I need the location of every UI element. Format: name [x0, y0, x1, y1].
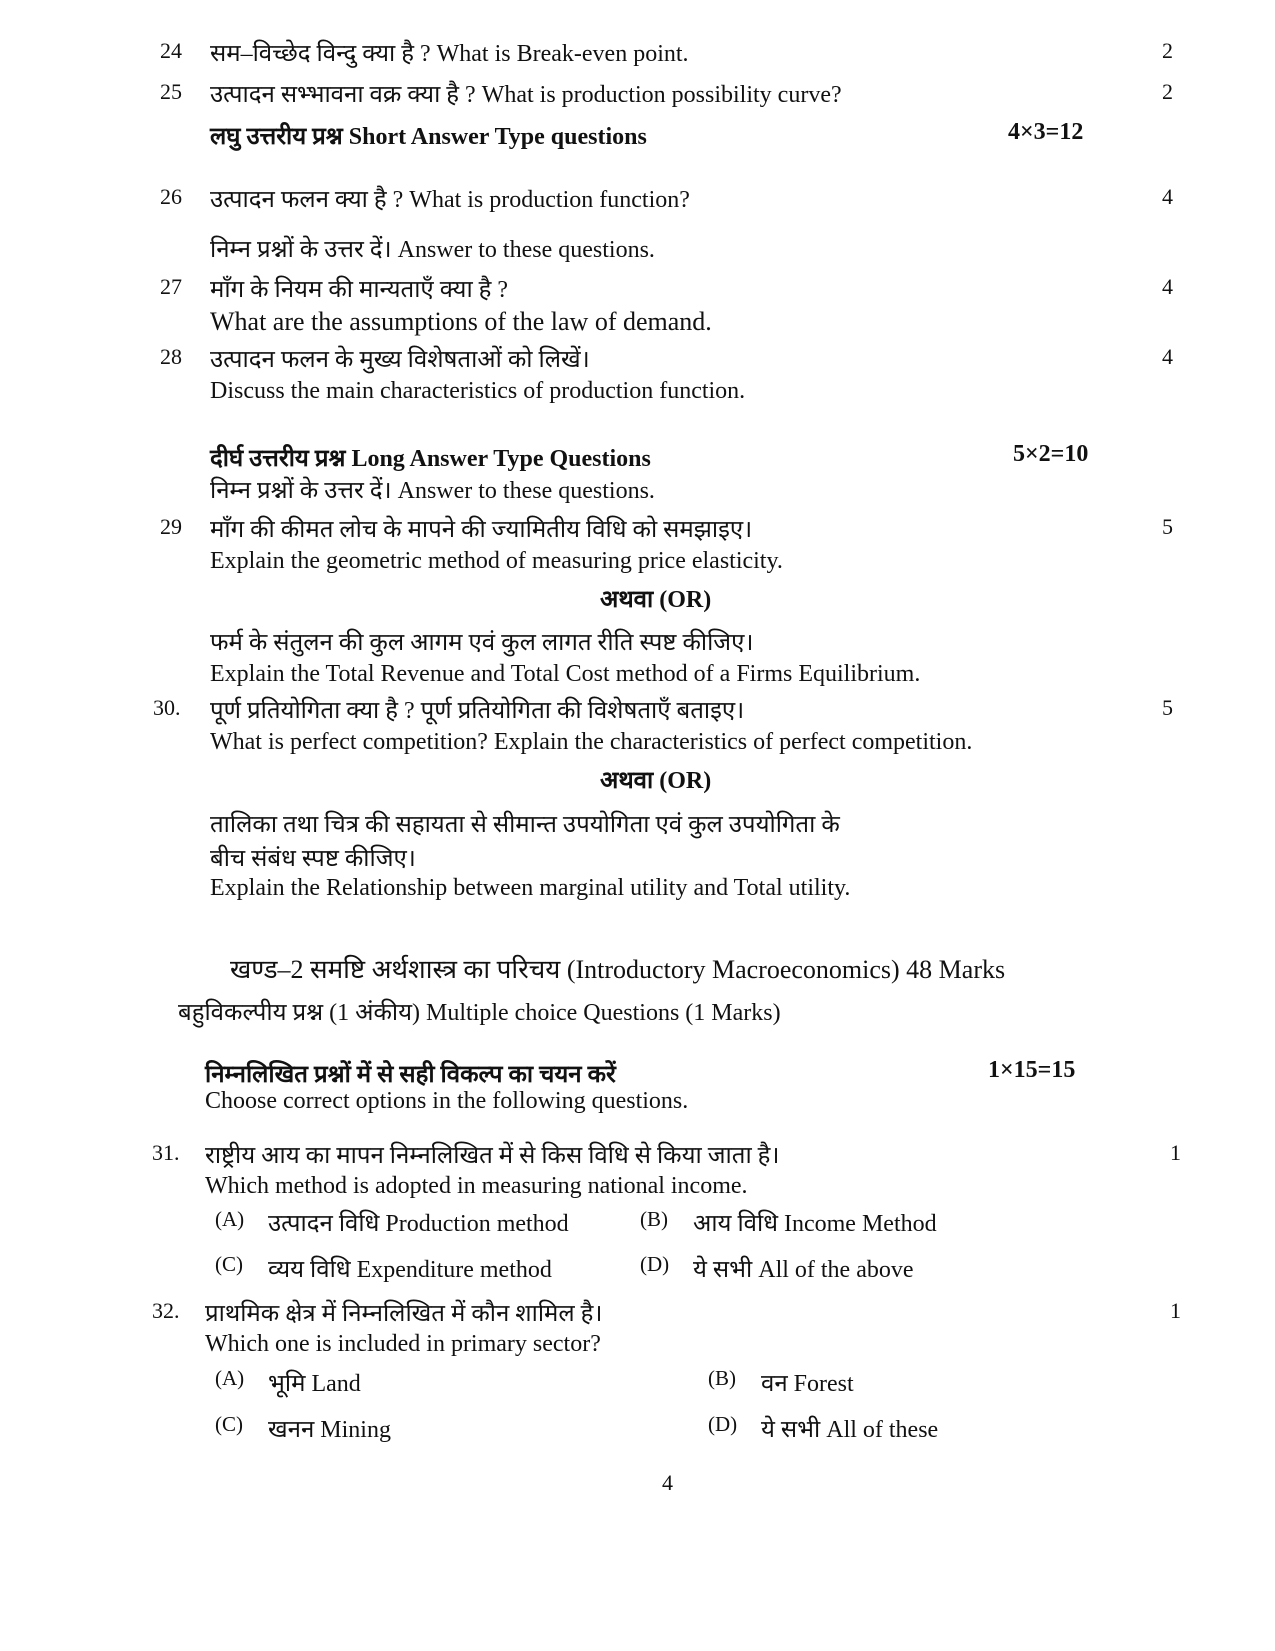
option-text: आय विधि Income Method	[693, 1211, 937, 1237]
option-letter: (D)	[640, 1252, 670, 1276]
question-text-english: Explain the geometric method of measuring price elasticity.	[210, 548, 783, 574]
question-text: उत्पादन फलन क्या है ? What is production function?	[210, 187, 690, 213]
question-number: 26	[160, 184, 182, 209]
option-text: व्यय विधि Expenditure method	[268, 1257, 552, 1283]
option-text: ये सभी All of the above	[693, 1257, 914, 1283]
alternative-text-hindi: फर्म के संतुलन की कुल आगम एवं कुल लागत रीति स्पष्ट कीजिए।	[210, 630, 754, 656]
question-marks: 5	[1162, 695, 1173, 720]
question-text-english: What are the assumptions of the law of demand.	[210, 307, 712, 336]
section-instruction: निम्न प्रश्नों के उत्तर दें। Answer to these questions.	[210, 478, 655, 504]
option-text: खनन Mining	[268, 1417, 391, 1443]
section-marks: 5×2=10	[1013, 441, 1089, 467]
question-marks: 1	[1170, 1298, 1181, 1323]
question-text-hindi: माँग के नियम की मान्यताएँ क्या है ?	[210, 277, 509, 303]
or-divider: अथवा (OR)	[600, 587, 712, 613]
question-text-hindi: राष्ट्रीय आय का मापन निम्नलिखित में से किस विधि से किया जाता है।	[205, 1143, 780, 1169]
section-marks: 1×15=15	[988, 1057, 1076, 1083]
section-marks: 4×3=12	[1008, 119, 1084, 145]
question-marks: 4	[1162, 184, 1173, 209]
question-number: 25	[160, 79, 182, 104]
alternative-text-english: Explain the Relationship between marginal utility and Total utility.	[210, 875, 851, 901]
question-text-hindi: पूर्ण प्रतियोगिता क्या है ? पूर्ण प्रतियोगिता की विशेषताएँ बताइए।	[210, 698, 745, 724]
option-letter: (B)	[640, 1207, 668, 1231]
question-text-english: Which method is adopted in measuring national income.	[205, 1173, 748, 1199]
page-number: 4	[662, 1470, 673, 1495]
question-marks: 1	[1170, 1140, 1181, 1165]
option-text: उत्पादन विधि Production method	[268, 1211, 569, 1237]
question-number: 29	[160, 514, 182, 539]
option-letter: (C)	[215, 1252, 243, 1276]
or-divider: अथवा (OR)	[600, 768, 712, 794]
option-letter: (A)	[215, 1366, 245, 1390]
question-text: उत्पादन सभ्भावना वक्र क्या है ? What is production possibility curve?	[210, 82, 842, 108]
question-number: 24	[160, 38, 182, 63]
option-letter: (D)	[708, 1412, 738, 1436]
alternative-text-hindi: बीच संबंध स्पष्ट कीजिए।	[210, 846, 416, 872]
question-text-english: Discuss the main characteristics of production function.	[210, 378, 746, 404]
mcq-heading: बहुविकल्पीय प्रश्न (1 अंकीय) Multiple choice Questions (1 Marks)	[178, 1000, 781, 1026]
alternative-text-english: Explain the Total Revenue and Total Cost method of a Firms Equilibrium.	[210, 661, 921, 687]
part-title: खण्ड–2 समष्टि अर्थशास्त्र का परिचय (Introductory Macroeconomics) 48 Marks	[230, 955, 1006, 984]
alternative-text-hindi: तालिका तथा चित्र की सहायता से सीमान्त उपयोगिता एवं कुल उपयोगिता के	[210, 812, 840, 838]
question-text-hindi: उत्पादन फलन के मुख्य विशेषताओं को लिखें।	[210, 347, 590, 373]
option-letter: (A)	[215, 1207, 245, 1231]
option-letter: (C)	[215, 1412, 243, 1436]
section-heading: दीर्घ उत्तरीय प्रश्न Long Answer Type Questions	[210, 446, 651, 472]
question-text-english: What is perfect competition? Explain the characteristics of perfect competition.	[210, 729, 973, 755]
question-number: 32.	[152, 1298, 180, 1323]
question-number: 28	[160, 344, 182, 369]
question-text-hindi: माँग की कीमत लोच के मापने की ज्यामितीय विधि को समझाइए।	[210, 517, 753, 543]
question-marks: 5	[1162, 514, 1173, 539]
section-instruction: निम्नलिखित प्रश्नों में से सही विकल्प का चयन करें	[205, 1062, 616, 1088]
question-marks: 2	[1162, 38, 1173, 63]
question-text-english: Which one is included in primary sector?	[205, 1331, 601, 1357]
section-instruction-english: Choose correct options in the following questions.	[205, 1088, 689, 1114]
question-text-hindi: प्राथमिक क्षेत्र में निम्नलिखित में कौन शामिल है।	[205, 1301, 603, 1327]
option-letter: (B)	[708, 1366, 736, 1390]
section-instruction: निम्न प्रश्नों के उत्तर दें। Answer to these questions.	[210, 237, 655, 263]
question-marks: 4	[1162, 344, 1173, 369]
question-number: 30.	[153, 695, 181, 720]
option-text: ये सभी All of these	[761, 1417, 939, 1443]
question-marks: 2	[1162, 79, 1173, 104]
option-text: भूमि Land	[268, 1371, 361, 1397]
question-number: 31.	[152, 1140, 180, 1165]
question-text: सम–विच्छेद विन्दु क्या है ? What is Break-even point.	[210, 41, 689, 67]
question-marks: 4	[1162, 274, 1173, 299]
question-number: 27	[160, 274, 182, 299]
section-heading: लघु उत्तरीय प्रश्न Short Answer Type questions	[210, 124, 647, 150]
option-text: वन Forest	[761, 1371, 854, 1397]
